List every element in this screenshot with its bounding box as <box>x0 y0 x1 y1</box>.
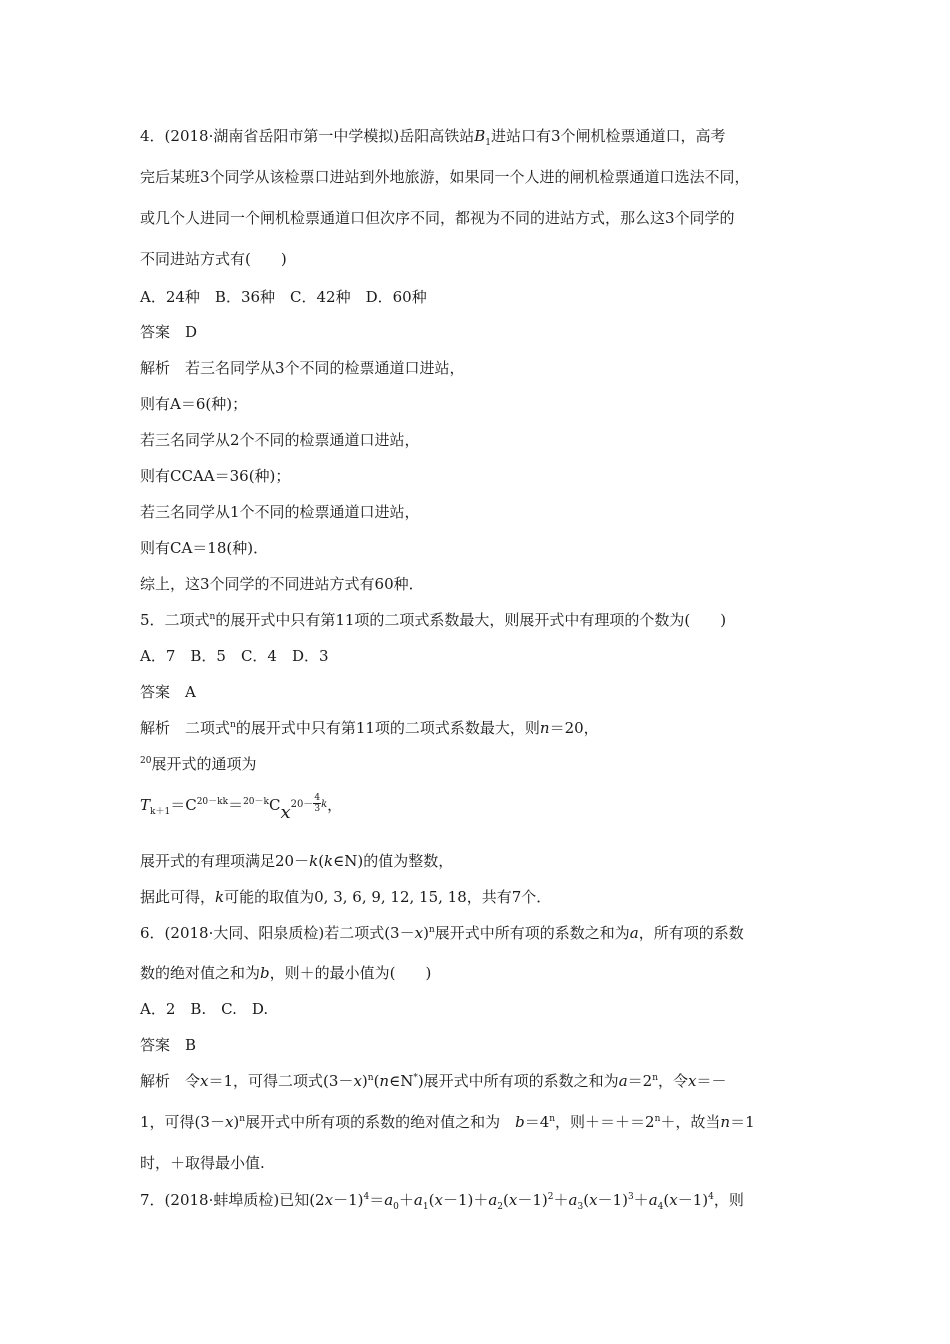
q5-analysis-3: 展开式的有理项满足20－k(k∈N)的值为整数， <box>140 852 454 870</box>
q5-line-1: 5．二项式$^n$的展开式中只有第11项的二项式系数最大，则展开式中有理项的个数为( ) <box>140 611 727 629</box>
q4-line-2: 完后某班3个同学从该检票口进站到外地旅游，如果同一个人进的闸机检票通道口选法不同， <box>140 168 750 186</box>
q5-analysis-1: 解析 二项式$^n$的展开式中只有第11项的二项式系数最大，则n＝20， <box>140 719 599 737</box>
q5-options: A．7 B．5 C．4 D．3 <box>140 647 329 665</box>
q4-analysis-2: 则有A＝6(种)； <box>140 395 248 413</box>
q6-analysis-1: 解析 令x＝1，可得二项式$(3-x)^n(n\in N^*)$展开式中所有项的系数之和为$a=2^n$，令x＝－ <box>140 1072 727 1090</box>
q6-analysis-3: 时，＋取得最小值. <box>140 1154 265 1172</box>
q4-analysis-1: 解析 若三名同学从3个不同的检票通道口进站， <box>140 359 465 377</box>
q4-analysis-5: 若三名同学从1个不同的检票通道口进站， <box>140 503 420 521</box>
q6-line-2: 数的绝对值之和为b，则＋的最小值为( ) <box>140 964 432 982</box>
q5-analysis-2: $^{20}$展开式的通项为 <box>140 755 257 773</box>
q5-exponent-fraction: $\frac{4}{3}$ <box>314 792 321 814</box>
q5-general-term: $T_{k+1}=C^{20-kk}=^{20-k}Cx^{20-}$ $\frac{4}{3}$ $^k$， <box>140 792 343 823</box>
q6-line-1: 6．(2018·大同、阳泉质检)若二项式$(3-x)^n$展开式中所有项的系数之和为a，所有项的系数 <box>140 924 744 942</box>
q5-analysis-4: 据此可得，k可能的取值为0, 3, 6, 9, 12, 15, 18，共有7个． <box>140 888 552 906</box>
q7-line-1: 7．(2018·蚌埠质检)已知$(2x-1)^4=a_0+a_1(x-1)+a_2(x-1)^2+a_3(x-1)^3+a_4(x-1)^4$，则 <box>140 1191 744 1212</box>
q5-answer: 答案 A <box>140 683 196 701</box>
q4-line-4: 不同进站方式有( ) <box>140 250 287 268</box>
q6-answer: 答案 B <box>140 1036 197 1054</box>
q4-analysis-6: 则有CA＝18(种)． <box>140 539 269 557</box>
q6-analysis-2: 1，可得$(3-x)^n$展开式中所有项的系数的绝对值之和为 $b=4^n$，则$+=+=2^n+$，故当n＝1 <box>140 1113 755 1131</box>
q6-options: A．2 B. C. D. <box>140 1000 269 1018</box>
q4-analysis-7: 综上，这3个同学的不同进站方式有60种． <box>140 575 424 593</box>
q4-options: A．24种 B．36种 C．42种 D．60种 <box>140 288 427 306</box>
q4-analysis-4: 则有CCAA＝36(种)； <box>140 467 291 485</box>
q4-line-3: 或几个人进同一个闸机检票通道口但次序不同，都视为不同的进站方式，那么这3个同学的 <box>140 209 735 227</box>
q4-answer: 答案 D <box>140 323 198 341</box>
q4-analysis-3: 若三名同学从2个不同的检票通道口进站， <box>140 431 420 449</box>
q4-line-1: 4．(2018·湖南省岳阳市第一中学模拟)岳阳高铁站$B_1$进站口有3个闸机检票通道口，高考 <box>140 127 726 148</box>
